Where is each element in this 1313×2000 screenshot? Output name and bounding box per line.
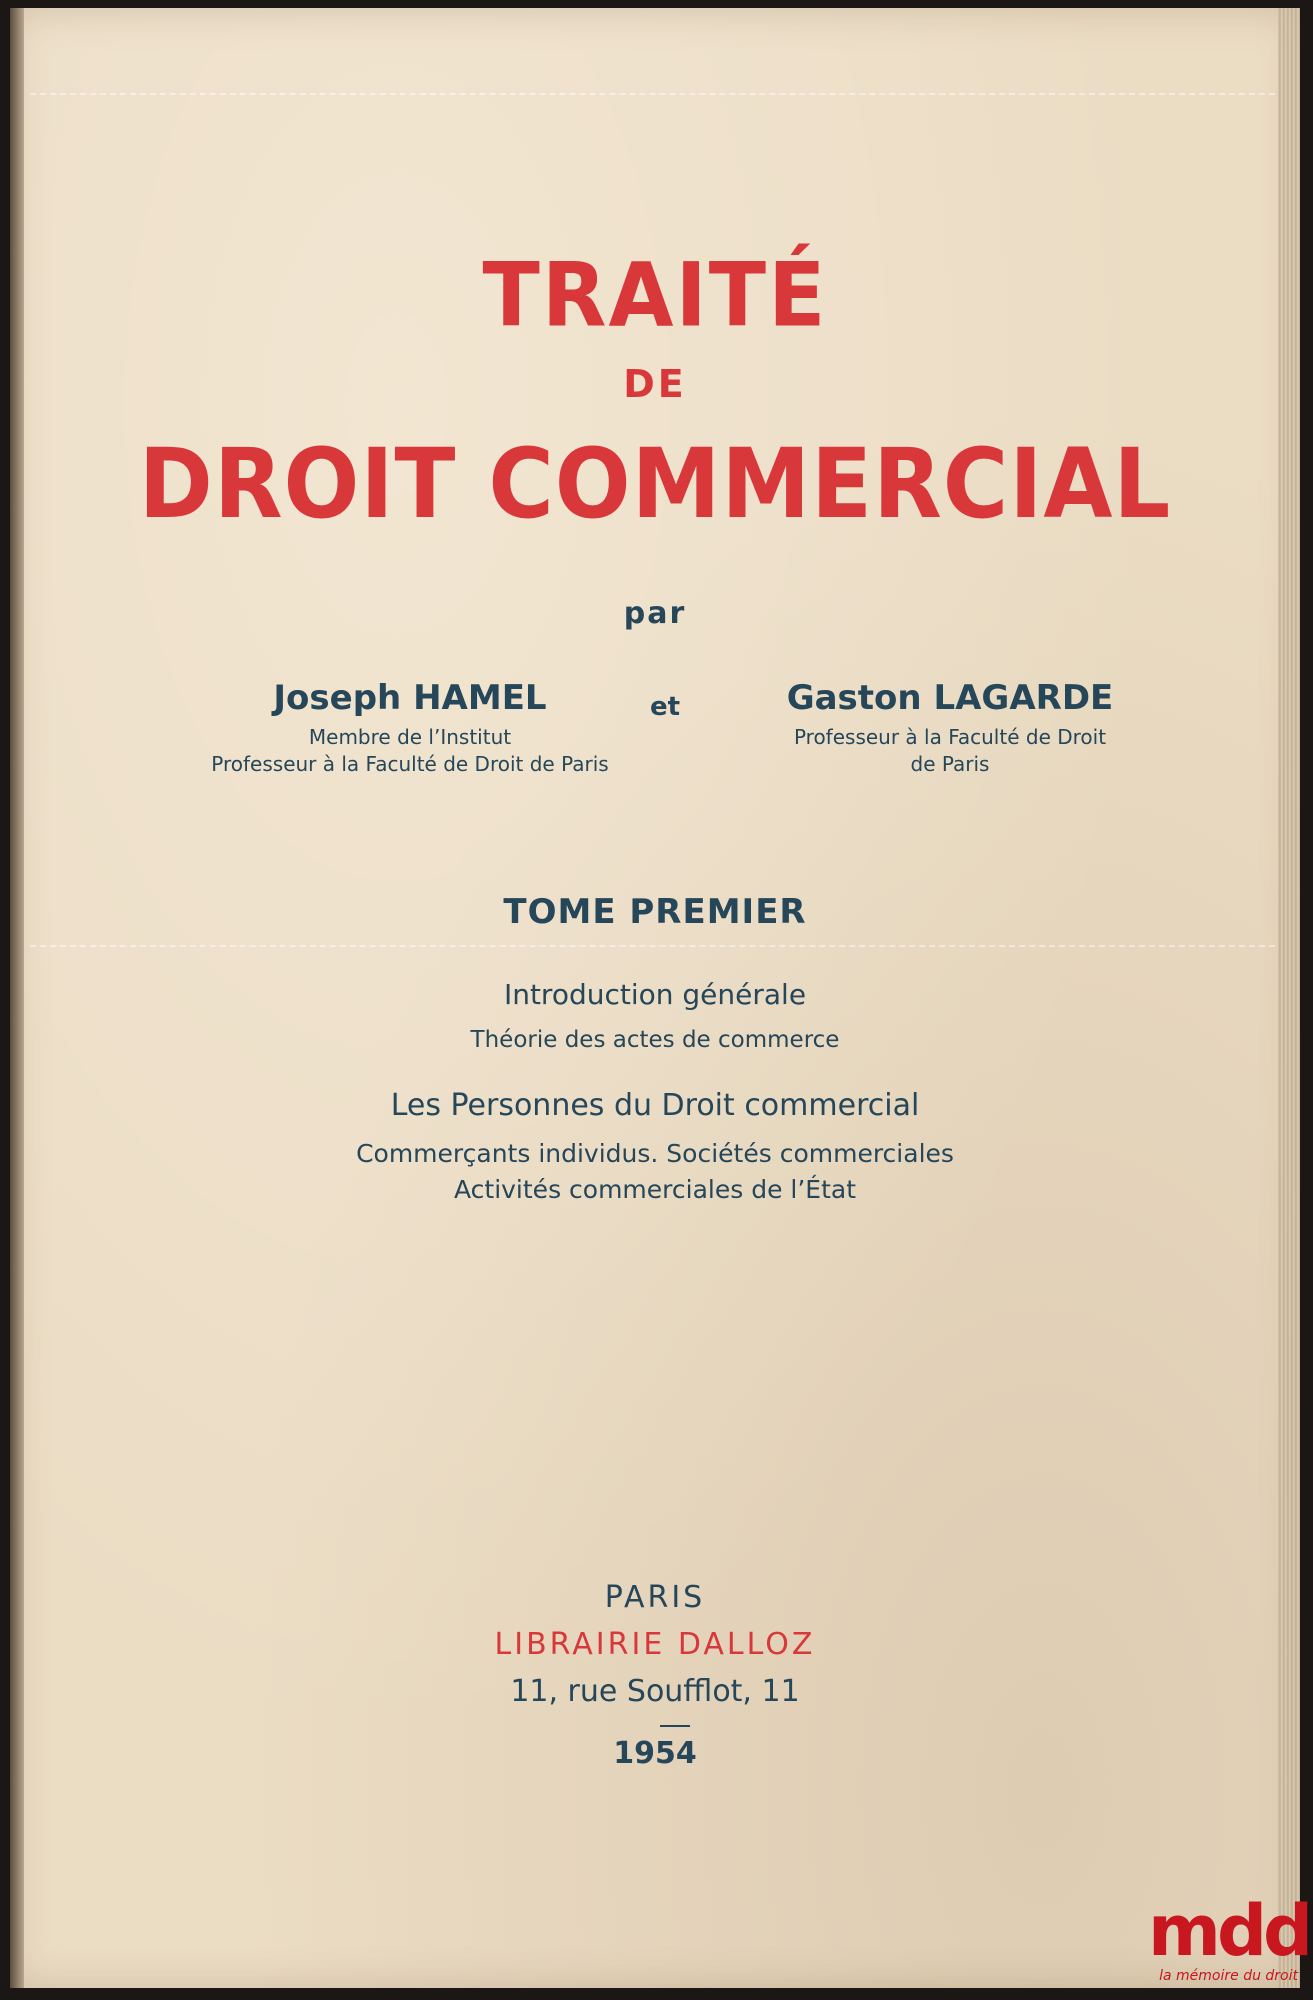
mdd-watermark-logo <box>1148 1890 1310 1991</box>
contents-sub-personnes <box>10 1136 1300 1208</box>
contents-sub-theorie: Théorie des actes de commerce <box>470 1027 840 1053</box>
contents-heading-introduction: Introduction générale <box>503 978 807 1011</box>
author-left <box>160 678 660 778</box>
title-line-droit-commercial: DROIT COMMERCIAL <box>138 428 1172 540</box>
publisher-name: LIBRAIRIE DALLOZ <box>494 1627 816 1662</box>
contents-sub-activites: Activités commerciales de l’État <box>453 1175 857 1204</box>
title-line-de: DE <box>623 362 687 406</box>
par-label: par <box>623 596 687 631</box>
publication-year: 1954 <box>613 1736 697 1771</box>
author-right-role2: de Paris <box>910 752 990 776</box>
author-right <box>730 678 1170 778</box>
title-line-traite: TRAITÉ <box>482 243 828 347</box>
fold-line-top <box>30 93 1275 95</box>
mdd-logo-mark: mdd <box>1148 1890 1310 1972</box>
publisher-address: 11, rue Soufflot, 11 <box>510 1674 800 1709</box>
author-right-role1: Professeur à la Faculté de Droit <box>793 725 1107 749</box>
author-left-role1: Membre de l’Institut <box>308 725 512 749</box>
author-left-name: Joseph HAMEL <box>273 678 547 718</box>
contents-heading-personnes: Les Personnes du Droit commercial <box>390 1088 920 1123</box>
fold-line-middle <box>30 945 1275 947</box>
contents-sub-commercants: Commerçants individus. Sociétés commerciales <box>356 1139 954 1168</box>
publisher-divider <box>660 1725 690 1727</box>
author-left-role2: Professeur à la Faculté de Droit de Paris <box>211 752 609 776</box>
tome-label: TOME PREMIER <box>503 892 807 932</box>
author-conjunction: et <box>650 692 681 722</box>
book-cover-page <box>10 8 1310 1988</box>
mdd-logo-caption: la mémoire du droit <box>1159 1968 1298 1984</box>
author-right-name: Gaston LAGARDE <box>786 678 1114 718</box>
publisher-city: PARIS <box>604 1580 706 1615</box>
